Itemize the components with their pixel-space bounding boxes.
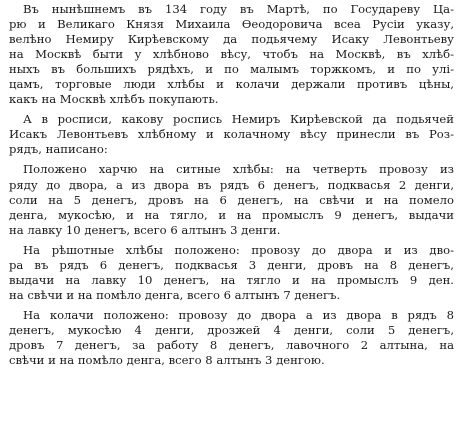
text-line: велѣно Немиру Кирѣевскому да подьячему Исаку Левонтьеву — [9, 32, 454, 47]
text-line: какъ на Москвѣ хлѣбъ покупають. — [9, 92, 219, 107]
text-line: на свѣчи и на помѣло денга, всего 6 алтынъ 7 денегъ. — [9, 287, 341, 302]
text-line: ряду до двора, а из двора въ рядъ 6 денегъ, подквасья 2 денги, — [9, 177, 454, 192]
text-line: ра въ рядъ 6 денегъ, подквасья 3 денги, дровъ на 8 денегъ, — [9, 257, 454, 272]
text-line: денга, мукосѣю, и на тягло, и на промыслъ 9 денегъ, выдачи — [9, 207, 454, 222]
text-line: Въ нынѣшнемъ въ 134 году въ Мартѣ, по Государеву Ца- — [23, 2, 454, 16]
text-line: рядъ, написано: — [9, 142, 108, 157]
text-line: на Москвѣ быти у хлѣбново вѣсу, чтобъ на Москвѣ, въ хлѣб- — [9, 47, 454, 62]
text-line: на лавку 10 денегъ, всего 6 алтынъ 3 денги. — [9, 222, 281, 237]
paragraph-kalachi — [9, 308, 454, 368]
paragraph-sieved-bread — [9, 243, 454, 303]
text-line: На рѣшотные хлѣбы положено: провозу до двора и из дво- — [23, 242, 454, 257]
text-line: дровъ 7 денегъ, за работу 8 денегъ, лавочного 2 алтына, на — [9, 337, 454, 352]
text-line: ныхъ въ большихъ рядѣхъ, и по малымъ торжкомъ, и по улі- — [9, 62, 454, 77]
paragraph-decree — [9, 2, 454, 107]
paragraph-sifted-bread — [9, 162, 454, 237]
paragraph-register — [9, 112, 454, 157]
text-line: Положено харчю на ситные хлѣбы: на четверть провозу из — [23, 162, 454, 177]
text-line: соли на 5 денегъ, дровъ на 6 денегъ, на свѣчи и на помело — [9, 192, 454, 207]
text-line: свѣчи и на помѣло денга, всего 8 алтынъ 3 денгою. — [9, 353, 325, 368]
text-line: А в росписи, какову роспись Немиръ Кирѣевской да подьячей — [23, 112, 454, 127]
text-line: цамъ, торговые люди хлѣбы и колачи держали противъ цѣны, — [9, 77, 454, 92]
text-line: Исакъ Левонтьевъ хлѣбному и колачному вѣсу принесли въ Роз- — [9, 127, 454, 142]
text-line: рю и Великаго Князя Михаила Ѳеодоровича всеа Русіи указу, — [9, 17, 454, 32]
text-line: На колачи положено: провозу до двора а из двора в рядъ 8 — [23, 307, 454, 322]
text-line: выдачи на лавку 10 денегъ, на тягло и на промыслъ 9 ден. — [9, 272, 454, 287]
text-line: денегъ, мукосѣю 4 денги, дрозжей 4 денги, соли 5 денегъ, — [9, 322, 454, 337]
